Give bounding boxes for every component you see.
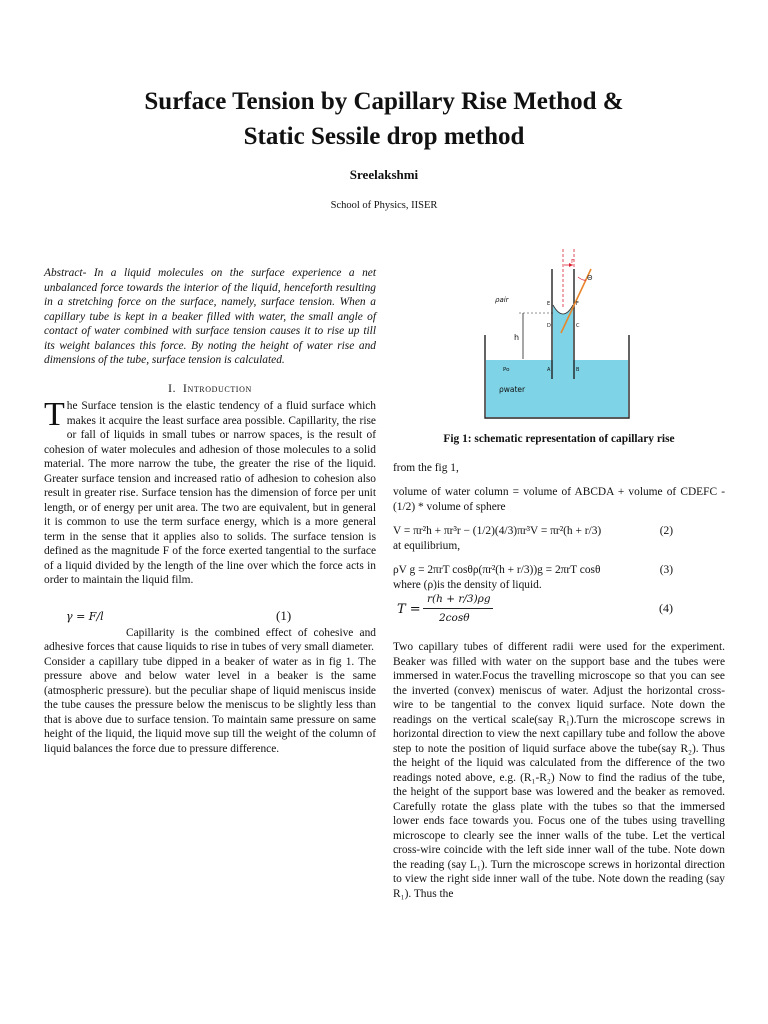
section-name: Introduction (183, 382, 252, 395)
equation-4-number: (4) (659, 601, 673, 615)
equation-1-number: (1) (276, 607, 292, 623)
section-number: I. (168, 382, 177, 395)
equation-3-expression: ρV g = 2πrT cosθρ(πr²(h + r/3))g = 2πrT cosθ (393, 564, 601, 576)
label-e: E (547, 301, 551, 307)
equation-1-expression: γ = F/l (66, 609, 104, 623)
abstract-text: In a liquid molecules on the surface experience a net unbalanced force towards the interior of the liquid, henceforth resulting in a stretching force on the surface, namely, surface tension. When a capillary tube is kept in a beaker filled with water, the small angle of contact of water combined with surface tension causes it to rise up till its weight balances this force. By noting the height of water rise and dimensions of the tube, surface tension is calculated. (44, 267, 376, 366)
section-heading-introduction (44, 382, 376, 397)
label-d: D (547, 323, 551, 329)
right-column (393, 247, 725, 901)
intro-paragraph-1-text: he Surface tension is the elastic tendency of a fluid surface which makes it acquire the least surface area possible. Capillarity, the rise or fall of liquids in small tubes or narrow spaces, is the result of cohesion of water molecules and adhesion of those molecules to a solid material. The more narrow the tube, the greater the rise of the liquid. Greater surface tension and increased ratio of adhesion to cohesion also result in greater rise. Surface tension has the dimension of force per unit length, or of energy per unit area. The two are equivalent, but in general it is common to use the term surface energy, which is a more general term in the sense that it applies also to solids. The surface tension is defined as the magnitude F of the force exerted tangential to the surface of a liquid divided by the length of the line over which the force acts in order to maintain the liquid film. (44, 400, 376, 586)
label-rho-air: ρair (495, 296, 509, 304)
drop-cap: T (44, 396, 65, 433)
equation-2-number: (2) (659, 525, 673, 537)
equation-4-denominator: 2cosθ (439, 612, 470, 624)
figure-capillary-rise (393, 247, 725, 422)
equation-3 (393, 563, 725, 578)
contact-angle-arc (578, 277, 586, 280)
capillary-diagram (393, 247, 725, 422)
intro-paragraph-3: Consider a capillary tube dipped in a beaker of water as in fig 1. The pressure above and below water level in a beaker is the same (atmospheric pressure). but the peculiar shape of liquid meniscus inside the tube causes the pressure below the meniscus to be slightly less than that is above due to surface tension. To maintain same pressure on same height of the liquid, the liquid move sup till the weight of the column of liquid balances the force due to pressure difference. (44, 655, 376, 755)
abstract-lead: Abstract- (44, 267, 87, 279)
figure-caption: Fig 1: schematic representation of capillary rise (443, 433, 675, 445)
label-h: h (514, 333, 520, 342)
label-c: C (576, 323, 580, 329)
equation-3-number: (3) (659, 564, 673, 576)
affiliation: School of Physics, IISER (330, 200, 438, 211)
equation-1 (44, 606, 376, 632)
author-name: Sreelakshmi (349, 167, 419, 182)
equation-4 (393, 592, 725, 626)
density-text: where (ρ)is the density of liquid. (393, 578, 542, 591)
from-fig-text: from the fig 1, (393, 461, 459, 474)
label-a: A (547, 367, 551, 373)
abstract (44, 266, 376, 368)
equation-4-lhs: T = (397, 602, 421, 617)
label-po: Po (503, 367, 510, 373)
volume-text: volume of water column = volume of ABCDA + volume of CDEFC - (1/2) * volume of sphere (393, 486, 725, 513)
title-line-2: Static Sessile drop method (243, 123, 525, 150)
equation-4-numerator: r(h + r/3)ρg (427, 593, 491, 605)
fraction-bar (423, 608, 493, 609)
title-line-1: Surface Tension by Capillary Rise Method & (144, 88, 624, 115)
intro-paragraph-2: Capillarity is the combined effect of cohesive and adhesive forces that cause liquids to rise in tubes of very small diameter. (44, 626, 376, 653)
label-f: F (576, 301, 579, 307)
paper-title (60, 84, 708, 154)
equation-2-expression: V = πr²h + πr³r − (1/2)(4/3)πr³V = πr²(h + r/3) (393, 525, 602, 537)
label-theta: Θ (587, 274, 593, 282)
label-r: r (571, 257, 574, 265)
left-column (44, 266, 376, 756)
label-b: B (576, 367, 580, 373)
equilibrium-text: at equilibrium, (393, 539, 461, 552)
method-paragraph: Two capillary tubes of different radii were used for the experiment. Beaker was filled with water on the support base and the tubes were immersed in water.Focus the travelling microscope so that you can see the inverted (convex) meniscus of water. Adjust the horizontal cross-wire to be tangential to the convex liquid surface. Note down the readings on the vertical scale(say R₁).Turn the microscope screws in horizontal direction to view the next capillary tube and follow the above step to note the position of liquid surface above the tube(say R₂). Thus the height of the liquid was calculated from the difference of the two readings noted above, e.g. (R₁-R₂) Now to find the radius of the tube, the height of the support base was lowered and the beaker as removed. Carefully rotate the glass plate with the tubes so that the immersed lower ends face towards you. Focus one of the tubes using travelling microscope to clearly see the inner walls of the tube. Let the vertical cross-wire coincide with the left side inner wall of the tube. Note down the reading (say L₁). Turn the microscope screws in horizontal direction to view the right side inner wall of the tube. Note down the reading (say R₁). Thus the (393, 641, 725, 900)
label-rho-water: ρwater (499, 385, 526, 394)
equation-2 (393, 524, 725, 539)
intro-paragraph-1 (44, 396, 376, 588)
